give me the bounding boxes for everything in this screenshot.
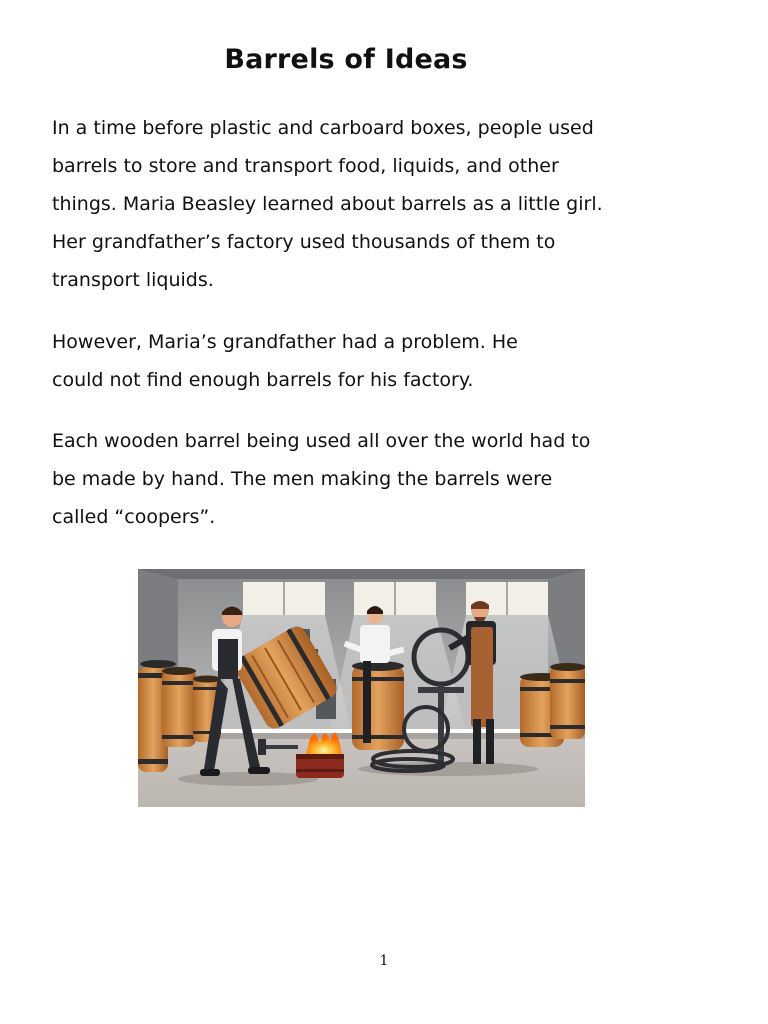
text-line: However, Maria’s grandfather had a problem. He bbox=[52, 331, 518, 353]
window bbox=[354, 582, 436, 615]
text-line: transport liquids. bbox=[52, 269, 214, 291]
text-line: Her grandfather’s factory used thousands of them to bbox=[52, 231, 556, 253]
text-line: things. Maria Beasley learned about barrels as a little girl. bbox=[52, 193, 603, 215]
barrel bbox=[162, 667, 196, 747]
paragraph-2 bbox=[52, 323, 672, 399]
paragraph-1 bbox=[52, 109, 672, 299]
cooperage-illustration bbox=[138, 569, 585, 807]
text-line: could not find enough barrels for his factory. bbox=[52, 369, 474, 391]
text-line: Each wooden barrel being used all over the world had to bbox=[52, 430, 591, 452]
text-line: In a time before plastic and carboard boxes, people used bbox=[52, 117, 594, 139]
document-title: Barrels of Ideas bbox=[224, 44, 468, 75]
text-line: barrels to store and transport food, liquids, and other bbox=[52, 155, 559, 177]
barrel bbox=[550, 663, 585, 739]
page-number: 1 bbox=[379, 953, 389, 969]
paragraph-3 bbox=[52, 422, 672, 536]
barrel bbox=[352, 661, 404, 750]
text-line: be made by hand. The men making the barrels were bbox=[52, 468, 553, 490]
window bbox=[243, 582, 325, 615]
text-line: called “coopers”. bbox=[52, 506, 216, 528]
